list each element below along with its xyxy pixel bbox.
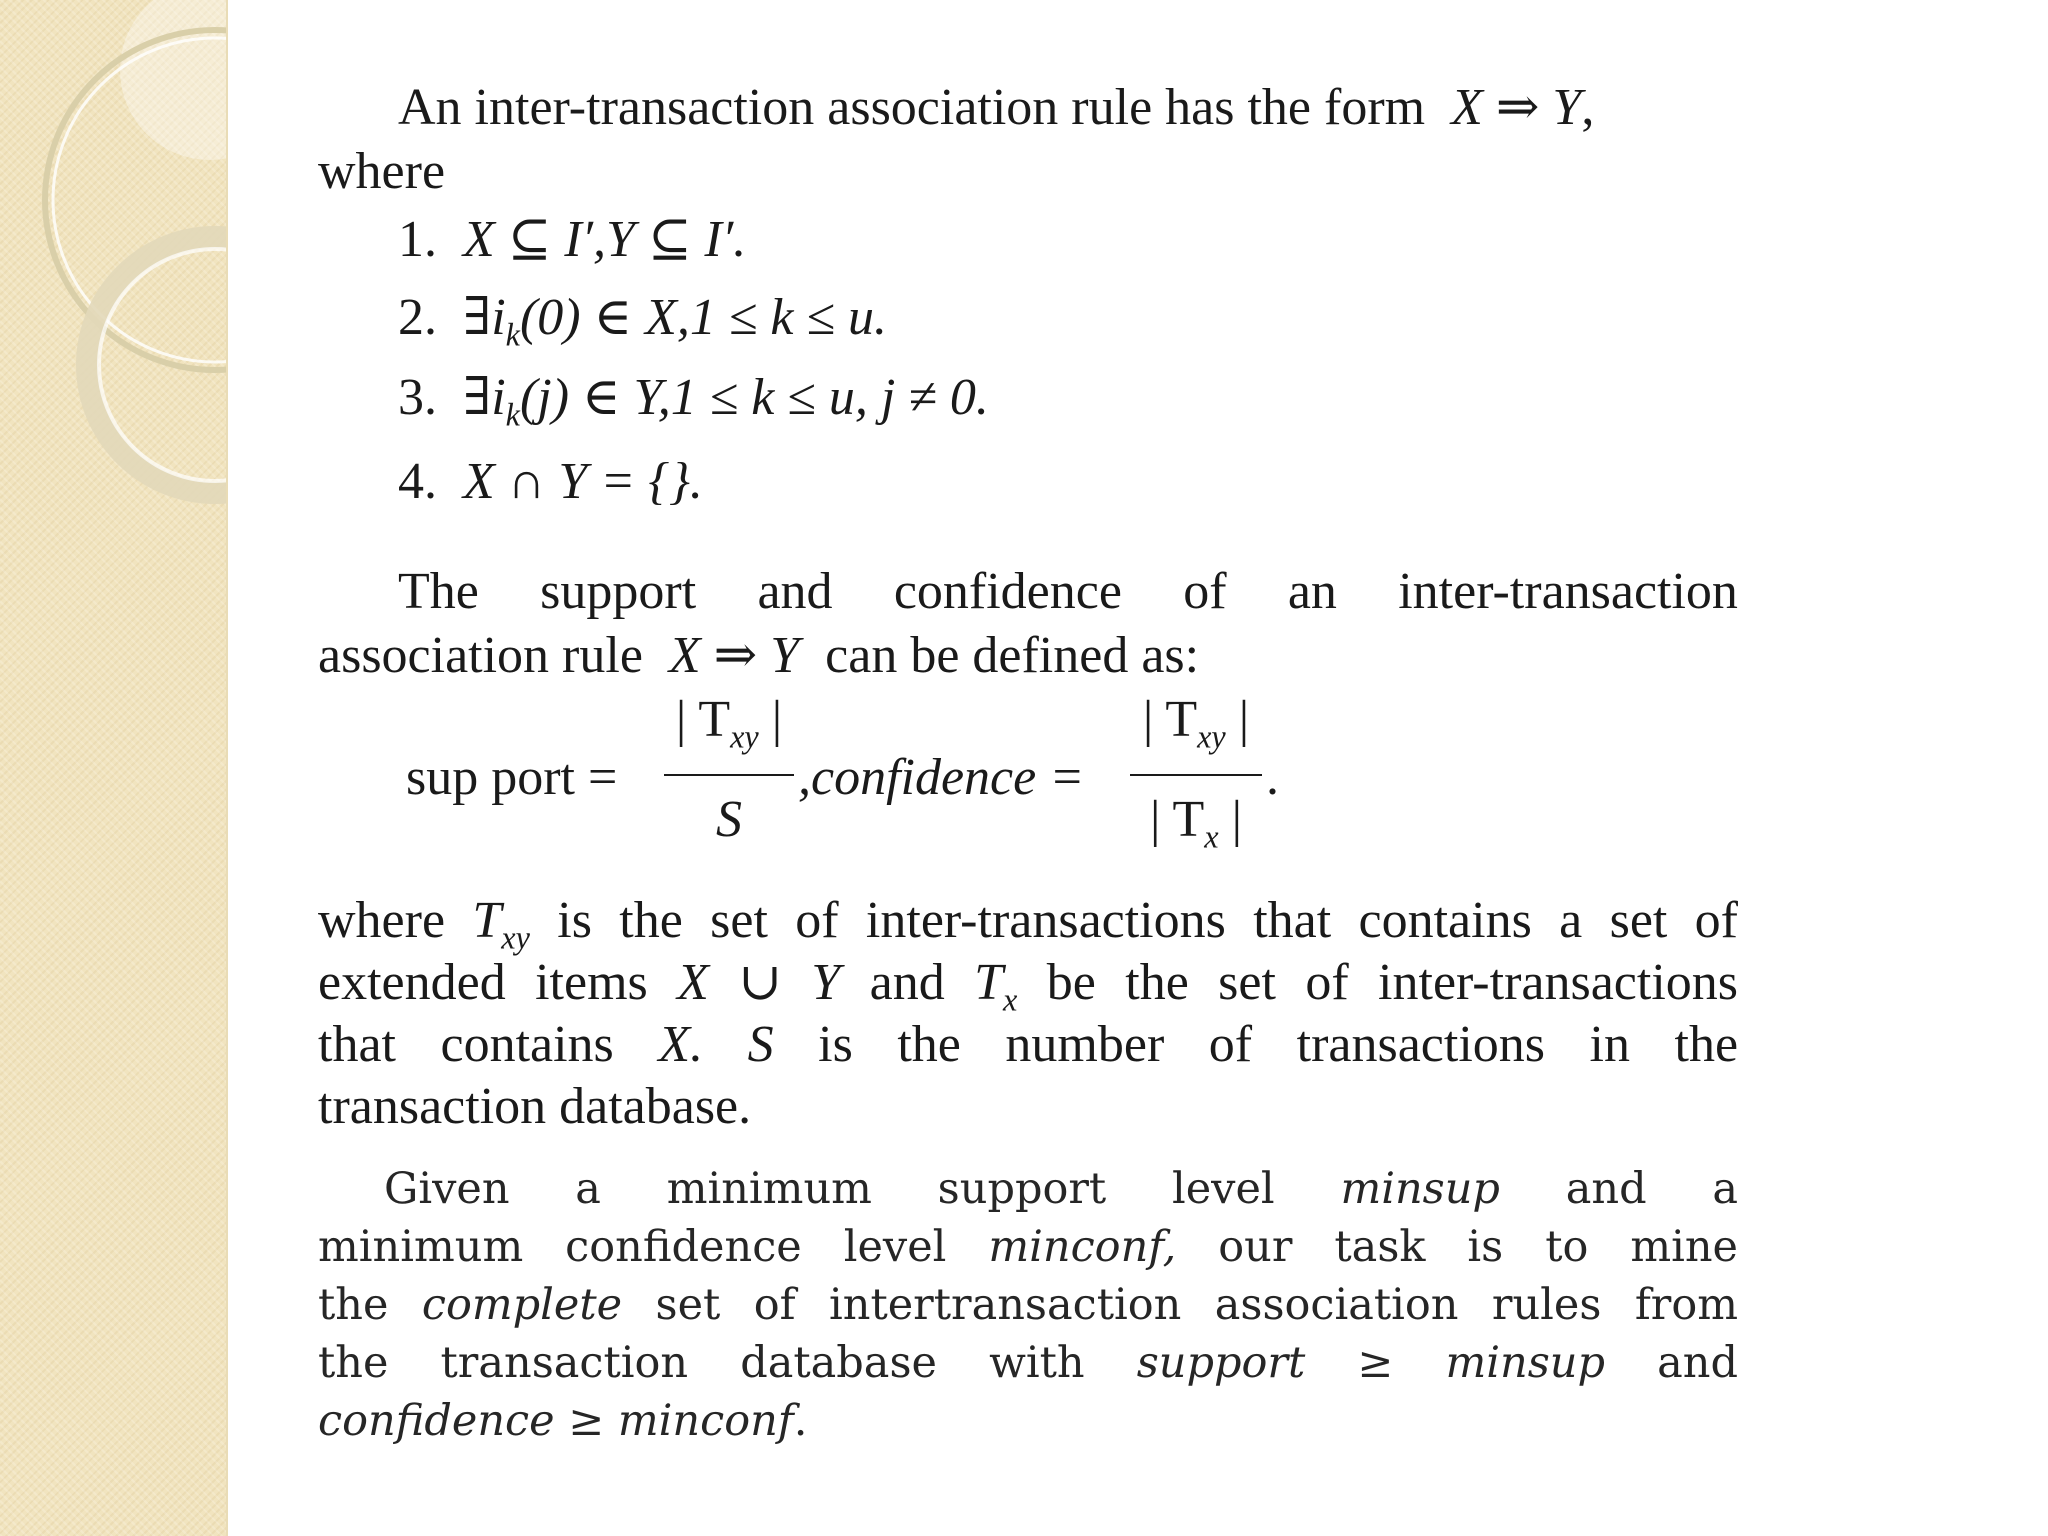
paragraph-definitions (318, 890, 1738, 1138)
paragraph-line (318, 624, 1738, 688)
s-symbol: S (747, 1016, 774, 1073)
word: The (398, 563, 479, 620)
word: inter-transaction (1398, 563, 1738, 620)
confidence-condition: confidence ≥ minconf (318, 1396, 794, 1446)
text-segment: minimum confidence level (318, 1222, 947, 1272)
text-segment: is the set of inter-transactions that contains a set of (557, 892, 1739, 949)
expr-part: ∃i (463, 369, 506, 426)
rule-expression: X ⇒ Y (668, 627, 800, 684)
confidence-fraction (1130, 690, 1262, 870)
text-segment: the (318, 1280, 389, 1330)
symbol-subscript: x (1003, 981, 1018, 1018)
paragraph-task (318, 1160, 1738, 1450)
text-segment: that contains (318, 1016, 614, 1073)
paragraph-line: transaction database. (318, 1078, 752, 1135)
text-segment: An inter-transaction association rule has the form (398, 79, 1426, 136)
support-condition: support ≥ minsup (1136, 1338, 1606, 1388)
condition-item-4 (398, 450, 703, 514)
union-expression: X ∪ Y (677, 954, 841, 1011)
paragraph-line (318, 1160, 1738, 1218)
support-confidence-formula (406, 690, 1406, 870)
confidence-label-text: confidence = (811, 749, 1085, 806)
text-segment: the transaction database with (318, 1338, 1085, 1388)
condition-item-2 (398, 286, 888, 353)
denominator-text: | (1218, 791, 1242, 848)
paragraph-line (318, 1334, 1738, 1392)
support-label-text: sup port = (406, 749, 618, 806)
support-label (406, 748, 617, 807)
condition-number: 3. (398, 369, 437, 426)
numerator-text: | (758, 691, 783, 748)
word: confidence (893, 563, 1122, 620)
text-segment: . (793, 1396, 808, 1446)
paragraph-line (318, 952, 1738, 1018)
numerator-subscript: xy (1197, 718, 1226, 755)
fraction-bar (664, 774, 794, 776)
symbol-text: T (472, 892, 502, 949)
text-segment: association rule (318, 627, 643, 684)
paragraph-line (318, 560, 1738, 624)
text-segment: our task is to mine (1218, 1222, 1739, 1272)
confidence-denominator (1130, 790, 1262, 855)
text-segment: where (318, 892, 446, 949)
text-segment: and a (1565, 1164, 1738, 1214)
text-segment: and (1657, 1338, 1739, 1388)
expr-part: (0) ∈ X,1 ≤ k ≤ u. (519, 289, 888, 346)
text-segment: , (1581, 79, 1595, 136)
condition-expression: X ∩ Y = {}. (463, 453, 703, 510)
numerator-text: | T (1142, 691, 1198, 748)
minconf-term: minconf, (988, 1222, 1177, 1272)
word: of (1183, 563, 1227, 620)
condition-number: 2. (398, 289, 437, 346)
condition-expression (463, 369, 989, 433)
formula-period: . (1266, 749, 1279, 806)
condition-item-3 (398, 366, 989, 433)
confidence-numerator (1130, 690, 1262, 755)
minsup-term: minsup (1340, 1164, 1500, 1214)
paragraph-line: where (318, 143, 446, 200)
text-segment: can be defined as: (825, 627, 1200, 684)
text-segment: set of intertransaction association rules from (655, 1280, 1739, 1330)
text-segment: extended items (318, 954, 648, 1011)
txy-symbol (472, 892, 530, 956)
text-segment: is the number of transactions in the (818, 1016, 1739, 1073)
condition-item-1 (398, 208, 746, 272)
comma: , (798, 749, 811, 806)
condition-number: 4. (398, 453, 437, 510)
condition-number: 1. (398, 211, 437, 268)
denominator-text: | T (1150, 791, 1205, 848)
symbol-text: T (974, 954, 1004, 1011)
symbol-subscript: xy (501, 919, 530, 956)
word: an (1287, 563, 1337, 620)
tx-symbol (974, 954, 1018, 1018)
word: and (757, 563, 833, 620)
text-segment: and (869, 954, 945, 1011)
x-symbol: X. (658, 1016, 704, 1073)
support-fraction (664, 690, 794, 870)
denominator-subscript: x (1204, 818, 1219, 855)
support-denominator: S (716, 791, 742, 848)
complete-term: complete (421, 1280, 623, 1330)
text-segment: Given a minimum support level (384, 1164, 1275, 1214)
rule-expression: X ⇒ Y (1451, 79, 1582, 136)
paragraph-line (318, 1276, 1738, 1334)
expr-subscript: k (505, 316, 520, 353)
paragraph-support-confidence (318, 560, 1738, 688)
paragraph-line (318, 1218, 1738, 1276)
expr-part: ∃i (463, 289, 506, 346)
fraction-bar (1130, 774, 1262, 776)
numerator-subscript: xy (730, 718, 759, 755)
paragraph-line (318, 890, 1739, 956)
paragraph-definition (318, 76, 1738, 204)
text-segment: be the set of inter-transactions (1046, 954, 1738, 1011)
paragraph-line (318, 76, 1738, 140)
confidence-label (798, 748, 1084, 807)
word: support (540, 563, 697, 620)
numerator-text: | T (675, 691, 731, 748)
expr-subscript: k (505, 396, 520, 433)
paragraph-line (318, 1014, 1738, 1076)
condition-expression: X ⊆ I′,Y ⊆ I′. (463, 211, 747, 268)
paragraph-line (318, 1392, 1738, 1450)
numerator-text: | (1225, 691, 1250, 748)
support-numerator (664, 690, 794, 755)
expr-part: (j) ∈ Y,1 ≤ k ≤ u, j ≠ 0. (519, 369, 989, 426)
condition-expression (463, 289, 888, 353)
